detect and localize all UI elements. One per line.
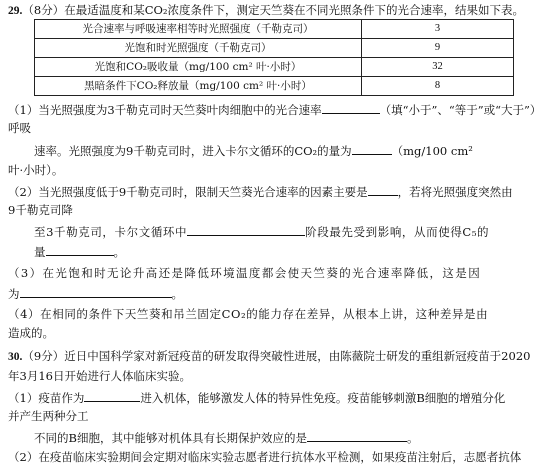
answer-blank[interactable] (46, 246, 114, 256)
table-cell-value: 32 (362, 58, 514, 77)
q29-part3-line2 (8, 288, 183, 301)
q30-part1-line2: 并产生两种分工 (8, 409, 89, 423)
q29-part2-line1 (8, 186, 513, 199)
table-cell-condition: 光合速率与呼吸速率相等时光照强度（千勒克司） (35, 20, 362, 39)
table-row (35, 58, 514, 77)
q30-part1-line1 (8, 392, 505, 405)
table-row (35, 20, 514, 39)
q30-number: 30. (8, 351, 23, 363)
q30-intro-line2: 年3月16日开始进行人体临床实验。 (8, 369, 191, 383)
q30-part1-text: （1）疫苗作为 (8, 391, 85, 405)
q29-number: 29. (8, 5, 23, 17)
q29-part2-text5: 量 (34, 245, 46, 259)
table-cell-condition: 黑暗条件下CO₂释放量（mg/100 cm² 叶·小时） (35, 77, 362, 96)
q30-part1-text2: 进入机体，能够激发人体的特异性免疫。疫苗能够刺激B细胞的增殖分化 (140, 391, 506, 405)
q30-part1-end: 。 (406, 431, 419, 445)
answer-blank[interactable] (352, 145, 392, 155)
q29-part1-hint: （填“小于”、“等于”或“大于”） (379, 103, 542, 117)
q29-part1-line1 (8, 104, 541, 117)
q29-part2-text2: ，若将光照强度突然由 (397, 185, 513, 199)
answer-blank[interactable] (84, 392, 140, 402)
answer-blank[interactable] (322, 104, 380, 114)
q29-part1-text: （1）当光照强度为3千勒克司时天竺葵叶肉细胞中的光合速率 (8, 103, 322, 117)
table-cell-value: 9 (362, 39, 514, 58)
q29-intro: （8分）在最适温度和某CO₂浓度条件下，测定天竺葵在不同光照条件下的光合速率，结果如下表。 (22, 3, 525, 17)
answer-blank[interactable] (307, 432, 407, 442)
q30-intro: （9分）近日中国科学家对新冠疫苗的研发取得突破性进展，由陈薇院士研发的重组新冠疫苗于2020 (22, 349, 531, 363)
q29-part3-text: 为 (8, 287, 20, 301)
q29-part1-line2: 呼吸 (8, 121, 31, 135)
q29-part1-line4: 叶·小时）。 (8, 163, 64, 177)
answer-blank[interactable] (20, 288, 172, 298)
q29-part2-text4: 阶段最先受到影响，从而使得C₅的 (305, 225, 490, 239)
q30-part1-line3 (34, 432, 418, 445)
q29-part1-unit: （mg/100 cm² (391, 144, 473, 158)
q29-part4-line1: （4）在相同的条件下天竺葵和吊兰固定CO₂的能力存在差异，从根本上讲，这种差异是由 (8, 307, 489, 321)
q30-intro-line1 (8, 351, 530, 364)
q29-part2-text3: 至3千勒克司，卡尔文循环中 (34, 225, 188, 239)
q29-part2-text: （2）当光照强度低于9千勒克司时，限制天竺葵光合速率的因素主要是 (8, 185, 368, 199)
q29-part3-line1: （3）在光饱和时无论升高还是降低环境温度都会使天竺葵的光合速率降低，这是因 (8, 266, 482, 280)
q29-intro-line (8, 5, 524, 18)
q29-part4-line2: 造成的。 (8, 326, 54, 340)
table-cell-condition: 光饱和时光照强度（千勒克司） (35, 39, 362, 58)
q29-part2-end: 。 (113, 245, 125, 259)
q29-part2-line4 (34, 246, 125, 259)
light-data-table (34, 19, 514, 96)
q29-part1-line3 (34, 145, 473, 158)
q30-part2-line1: （2）在疫苗临床实验期间会定期对临床实验志愿者进行抗体水平检测，如果疫苗注射后，志愿者抗体 (8, 450, 522, 464)
table-cell-condition: 光饱和CO₂吸收量（mg/100 cm² 叶·小时） (35, 58, 362, 77)
answer-blank[interactable] (368, 186, 398, 196)
table-row (35, 39, 514, 58)
q29-part2-line3 (34, 226, 489, 239)
q30-part1-text3: 不同的B细胞，其中能够对机体具有长期保护效应的是 (34, 431, 307, 445)
table-cell-value: 3 (362, 20, 514, 39)
q29-part3-end: 。 (171, 287, 183, 301)
q29-part1-text2: 速率。光照强度为9千勒克司时，进入卡尔文循环的CO₂的量为 (34, 144, 352, 158)
table-row (35, 77, 514, 96)
table-cell-value: 8 (362, 77, 514, 96)
q29-part2-line2: 9千勒克司降 (8, 203, 73, 217)
answer-blank[interactable] (187, 226, 305, 236)
